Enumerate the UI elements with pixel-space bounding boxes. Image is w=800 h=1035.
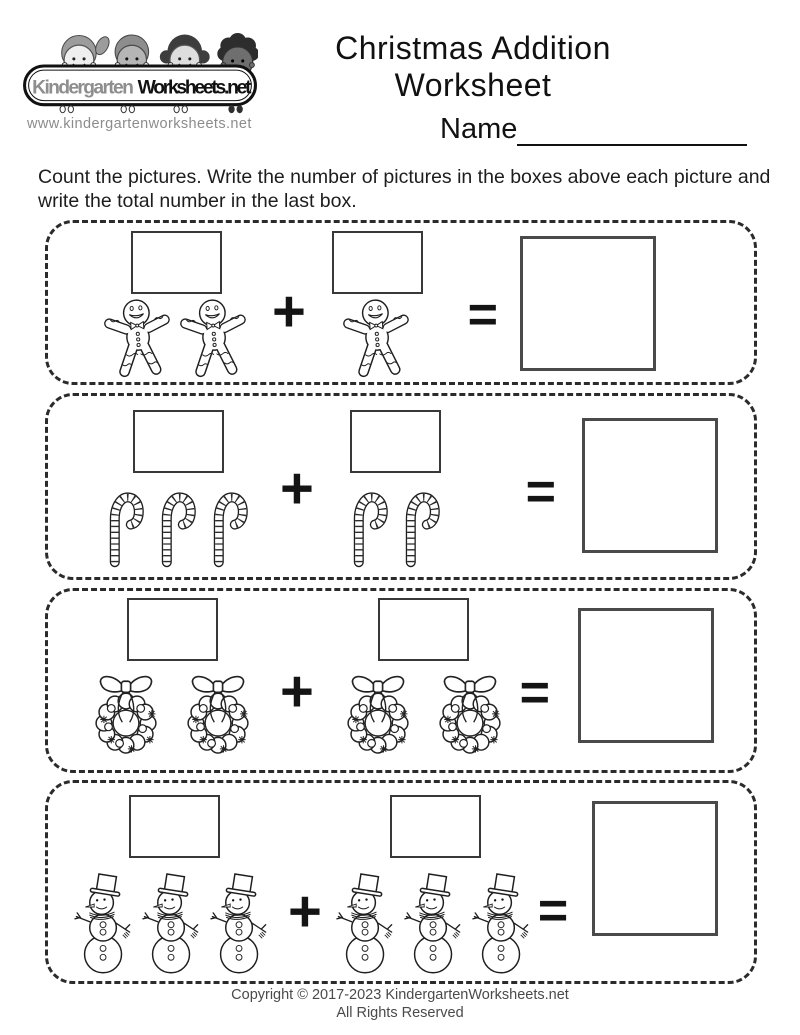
problem-row-gingerbread bbox=[45, 220, 757, 385]
addend2-group bbox=[332, 223, 423, 381]
plus-sign: + bbox=[272, 279, 306, 344]
snowman-icon bbox=[208, 862, 276, 986]
addend1-group bbox=[102, 223, 250, 381]
addend2-pictures bbox=[341, 297, 413, 381]
wreath-icon bbox=[424, 666, 516, 760]
plus-sign: + bbox=[288, 879, 322, 944]
copyright-text: Copyright © 2017-2023 KindergartenWorksheets.net bbox=[231, 987, 569, 1003]
addend1-pictures bbox=[102, 297, 250, 381]
problems-list bbox=[45, 220, 757, 984]
problem-row-wreath bbox=[45, 588, 757, 773]
addend2-write-box[interactable] bbox=[350, 410, 441, 473]
plus-sign: + bbox=[280, 659, 314, 724]
wreath-icon bbox=[80, 666, 172, 760]
addend2-write-box[interactable] bbox=[332, 231, 423, 294]
snowman-icon bbox=[402, 862, 470, 986]
logo-graphic bbox=[22, 12, 258, 116]
name-field bbox=[440, 112, 747, 146]
gingerbread-man-icon bbox=[178, 297, 250, 381]
addend2-group bbox=[332, 591, 516, 760]
name-label: Name bbox=[440, 113, 518, 145]
addend2-pictures bbox=[334, 862, 538, 986]
sum-write-box[interactable] bbox=[592, 801, 718, 936]
addend1-group bbox=[80, 591, 264, 760]
addend2-group bbox=[350, 396, 442, 573]
snowman-icon bbox=[334, 862, 402, 986]
instructions-text: Count the pictures. Write the number of pictures in the boxes above each picture and write the total number in the last box. bbox=[38, 166, 771, 212]
candy-cane-icon bbox=[158, 481, 198, 573]
equals-sign: = bbox=[519, 664, 550, 722]
addend1-write-box[interactable] bbox=[127, 598, 218, 661]
problem-row-snowman bbox=[45, 780, 757, 984]
problem-row-candy-cane bbox=[45, 393, 757, 580]
addend2-write-box[interactable] bbox=[378, 598, 469, 661]
addend2-group bbox=[334, 783, 538, 986]
snowman-icon bbox=[140, 862, 208, 986]
sum-write-box[interactable] bbox=[520, 236, 656, 371]
name-blank-line[interactable] bbox=[517, 112, 747, 146]
site-logo bbox=[22, 12, 258, 116]
addend2-write-box[interactable] bbox=[390, 795, 481, 858]
equals-sign: = bbox=[525, 463, 556, 521]
addend1-group bbox=[72, 783, 276, 986]
addend1-write-box[interactable] bbox=[131, 231, 222, 294]
addend1-write-box[interactable] bbox=[129, 795, 220, 858]
website-url: www.kindergartenworksheets.net bbox=[27, 116, 252, 132]
logo-wordmark: Kindergarten Worksheets.net bbox=[32, 77, 252, 99]
page-title: Christmas Addition Worksheet bbox=[335, 30, 611, 103]
candy-cane-icon bbox=[106, 481, 146, 573]
addend2-pictures bbox=[332, 666, 516, 760]
snowman-icon bbox=[470, 862, 538, 986]
sum-write-box[interactable] bbox=[582, 418, 718, 553]
wreath-icon bbox=[332, 666, 424, 760]
addend1-pictures bbox=[106, 481, 250, 573]
addend2-pictures bbox=[350, 481, 442, 573]
addend1-pictures bbox=[72, 862, 276, 986]
snowman-icon bbox=[72, 862, 140, 986]
addend1-pictures bbox=[80, 666, 264, 760]
rights-text: All Rights Reserved bbox=[336, 1005, 464, 1022]
equals-sign: = bbox=[467, 286, 498, 344]
wreath-icon bbox=[172, 666, 264, 760]
addend1-group bbox=[106, 396, 250, 573]
sum-write-box[interactable] bbox=[578, 608, 714, 743]
candy-cane-icon bbox=[210, 481, 250, 573]
plus-sign: + bbox=[280, 456, 314, 521]
addend1-write-box[interactable] bbox=[133, 410, 224, 473]
candy-cane-icon bbox=[350, 481, 390, 573]
page-footer bbox=[0, 986, 800, 1022]
gingerbread-man-icon bbox=[102, 297, 174, 381]
gingerbread-man-icon bbox=[341, 297, 413, 381]
candy-cane-icon bbox=[402, 481, 442, 573]
equals-sign: = bbox=[537, 882, 569, 940]
